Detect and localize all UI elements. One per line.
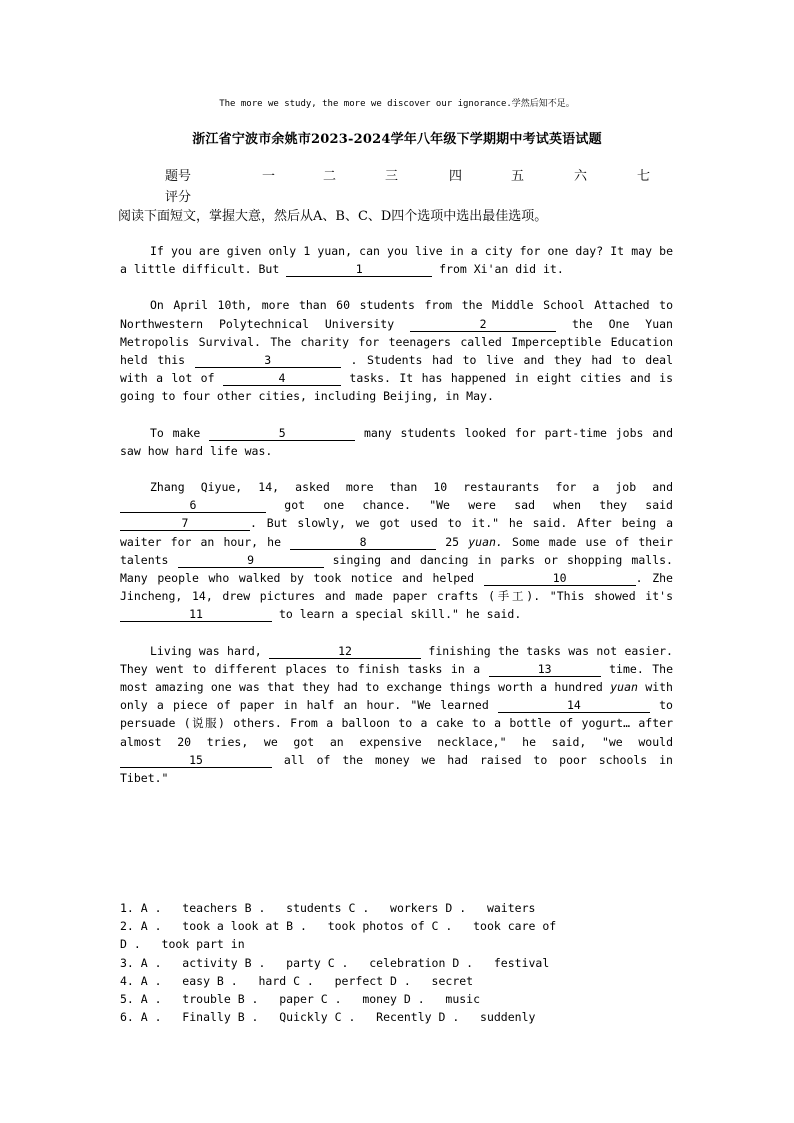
option-line: D . took part in [120, 937, 245, 952]
blank-6[interactable]: 6 [120, 498, 266, 513]
column-1: 一 [262, 169, 276, 184]
option-line: 6. A . Finally B . Quickly C . Recently D . suddenly [120, 1010, 536, 1025]
paragraph-3: To make 5 many students looked for part-time jobs and saw how hard life was. [120, 425, 673, 458]
column-4: 四 [449, 169, 463, 184]
page-title: 浙江省宁波市余姚市2023-2024学年八年级下学期期中考试英语试题 [192, 132, 602, 147]
option-line: 2. A . took a look at B . took photos of C . took care of [120, 919, 557, 934]
blank-13[interactable]: 13 [489, 662, 601, 677]
blank-7[interactable]: 7 [120, 516, 250, 531]
blank-4[interactable]: 4 [223, 371, 341, 386]
paragraph-4: Zhang Qiyue, 14, asked more than 10 restaurants for a job and 6 got one chance. "We were sad when they said 7 . But slowly, we got used to it." he said. After being a waiter for an hour, he 8 25 yuan. Some made use of their talents 9 singing and dancing in parks or shopping malls. Many people who walked by took notice and helped 10 . Zhe Jincheng, 14, drew pictures and made paper crafts (手工). "This showed it's 11 to learn a special skill." he said. [120, 480, 673, 622]
column-2: 二 [323, 169, 337, 184]
column-3: 三 [385, 169, 399, 184]
blank-15[interactable]: 15 [120, 753, 272, 768]
column-7: 七 [637, 169, 651, 184]
column-6: 六 [574, 169, 588, 184]
option-line: 5. A . trouble B . paper C . money D . music [120, 992, 481, 1007]
blank-9[interactable]: 9 [178, 553, 324, 568]
option-line: 1. A . teachers B . students C . workers D . waiters [120, 901, 536, 915]
column-5: 五 [511, 169, 525, 184]
blank-12[interactable]: 12 [269, 644, 421, 659]
blank-2[interactable]: 2 [410, 317, 556, 332]
blank-3[interactable]: 3 [195, 353, 341, 368]
option-line: 4. A . easy B . hard C . perfect D . secret [120, 973, 474, 988]
blank-1[interactable]: 1 [286, 262, 432, 277]
paragraph-1: If you are given only 1 yuan, can you live in a city for one day? It may be a little difficult. But 1 from Xi'an did it. [120, 244, 673, 277]
option-line: 3. A . activity B . party C . celebration D . festival [120, 955, 550, 970]
blank-5[interactable]: 5 [209, 426, 355, 441]
label-score: 评分 [165, 190, 192, 205]
blank-10[interactable]: 10 [484, 571, 636, 586]
reading-passage [120, 242, 673, 805]
header-quote: The more we study, the more we discover our ignorance.学然后知不足。 [219, 99, 575, 109]
score-table [165, 165, 665, 207]
blank-8[interactable]: 8 [290, 535, 436, 550]
instruction: 阅读下面短文，掌握大意，然后从A、B、C、D四个选项中选出最佳选项。 [118, 209, 548, 224]
paragraph-5: Living was hard, 12 finishing the tasks was not easier. They went to different places to finish tasks in a 13 time. The most amazing one was that they had to exchange things worth a hundred yuan with only a piece of paper in half an hour. "We learned 14 to persuade (说服) others. From a balloon to a cake to a bottle of yogurt… after almost 20 tries, we got an expensive necklace," he said, "we would 15 all of the money we had raised to poor schools in Tibet." [120, 643, 673, 786]
blank-11[interactable]: 11 [120, 607, 272, 622]
label-question-number: 题号 [165, 169, 192, 184]
options-list [120, 899, 680, 1026]
paragraph-2: On April 10th, more than 60 students from the Middle School Attached to Northwestern Polytechnical University 2 the One Yuan Metropolis Survival. The charity for teenagers called Imperceptible Education held this 3 . Students had to live and they had to deal with a lot of 4 tasks. It has happened in eight cities and is going to four other cities, including Beijing, in May. [120, 298, 673, 404]
blank-14[interactable]: 14 [498, 698, 650, 713]
